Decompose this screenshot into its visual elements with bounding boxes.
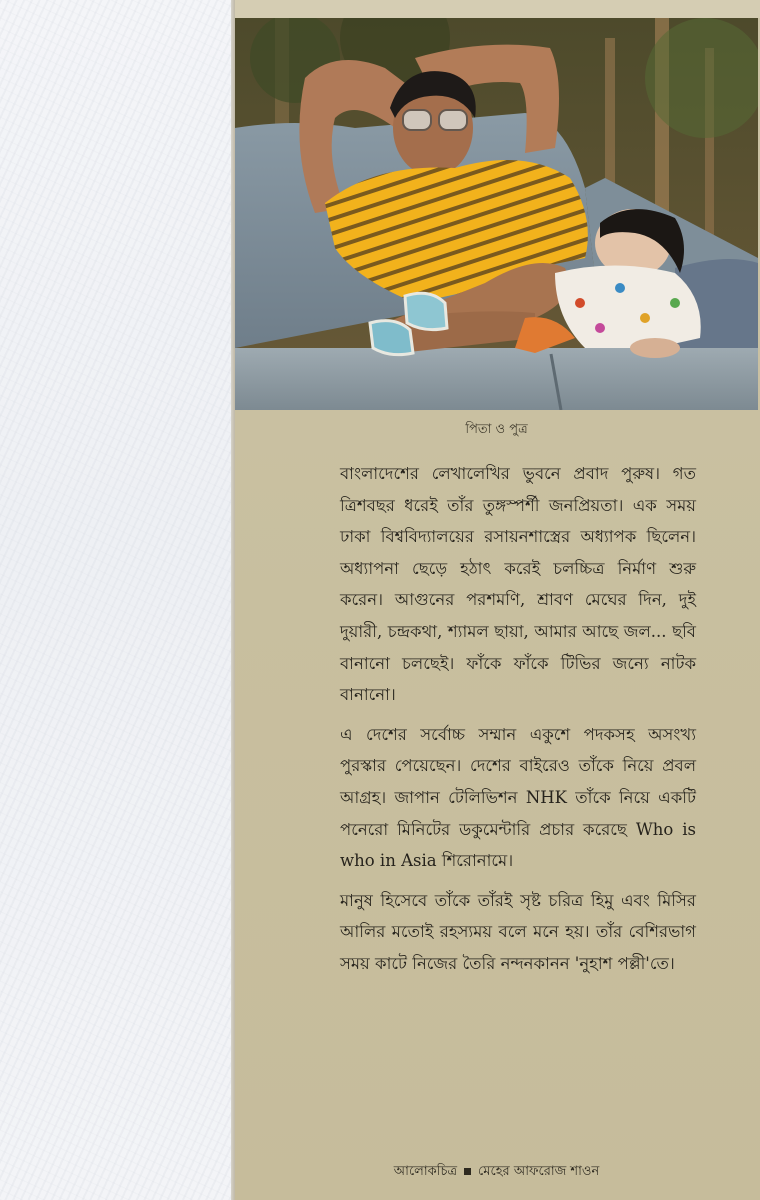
bio-paragraph-2: এ দেশের সর্বোচ্চ সম্মান একুশে পদকসহ অসংখ্য পুরস্কার পেয়েছেন। দেশের বাইরেও তাঁকে নিয়ে প্রবল আগ্রহ। জাপান টেলিভিশন NHK তাঁকে নিয়ে একটি পনেরো মিনিটের ডকুমেন্টারি প্রচার করেছে Who is who in Asia শিরোনামে। bbox=[340, 724, 696, 871]
credit-label: আলোকচিত্র bbox=[393, 1164, 458, 1179]
photo-caption: পিতা ও পুত্র bbox=[465, 422, 528, 437]
inner-flap bbox=[0, 0, 233, 1200]
panel-top-strip bbox=[235, 0, 760, 18]
photo-credit bbox=[235, 1162, 758, 1183]
credit-name: মেহের আফরোজ শাওন bbox=[478, 1164, 600, 1179]
author-bio bbox=[340, 458, 696, 988]
author-photo bbox=[235, 18, 758, 410]
bio-paragraph-3: মানুষ হিসেবে তাঁকে তাঁরই সৃষ্ট চরিত্র হিমু এবং মিসির আলির মতোই রহস্যময় বলে মনে হয়। তাঁর বেশিরভাগ সময় কাটে নিজের তৈরি নন্দনকানন 'নুহাশ পল্লী'তে। bbox=[340, 890, 696, 973]
credit-separator-icon bbox=[464, 1168, 471, 1175]
bio-paragraph-1: বাংলাদেশের লেখালেখির ভুবনে প্রবাদ পুরুষ। গত ত্রিশবছর ধরেই তাঁর তুঙ্গস্পর্শী জনপ্রিয়তা। এক সময় ঢাকা বিশ্ববিদ্যালয়ের রসায়নশাস্ত্রের অধ্যাপক ছিলেন। অধ্যাপনা ছেড়ে হঠাৎ করেই চলচ্চিত্র নির্মাণ শুরু করেন। আগুনের পরশমণি, শ্রাবণ মেঘের দিন, দুই দুয়ারী, চন্দ্রকথা, শ্যামল ছায়া, আমার আছে জল... ছবি বানানো চলছেই। ফাঁকে ফাঁকে টিভির জন্যে নাটক বানানো। bbox=[340, 464, 696, 705]
